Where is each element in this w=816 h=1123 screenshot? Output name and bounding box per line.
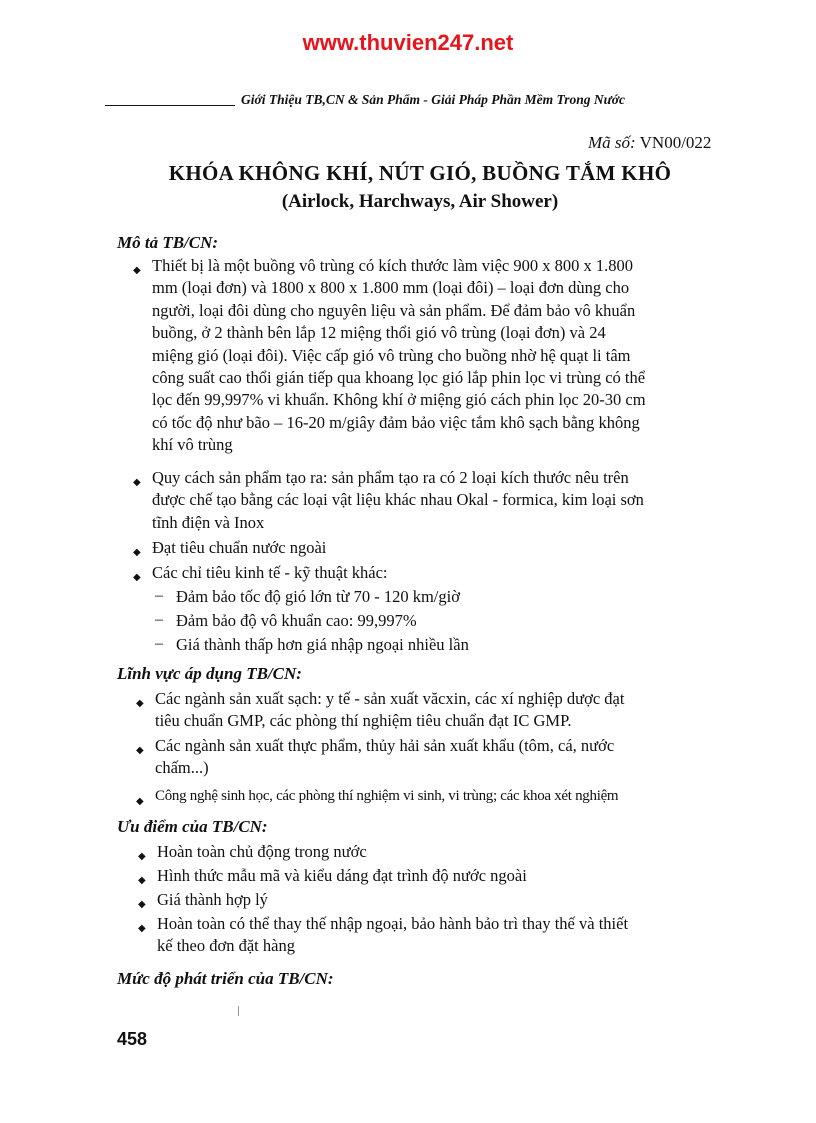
text-line: chấm...) <box>155 758 209 778</box>
section-heading-advantages: Ưu điểm của TB/CN: <box>117 817 268 836</box>
text-line: tiêu chuẩn GMP, các phòng thí nghiệm tiêu chuẩn đạt IC GMP. <box>155 711 572 731</box>
code-value: VN00/022 <box>639 133 712 152</box>
text-line: được chế tạo bằng các loại vật liệu khác nhau Okal - formica, kim loại sơn <box>152 490 644 510</box>
bullet-icon: ◆ <box>133 572 141 583</box>
page-title: KHÓA KHÔNG KHÍ, NÚT GIÓ, BUỒNG TẮM KHÔ <box>168 161 672 185</box>
bullet-icon: ◆ <box>138 875 146 886</box>
description-bullet-4 <box>152 562 752 584</box>
advantages-bullet-2 <box>157 865 740 887</box>
bullet-icon: ◆ <box>138 899 146 910</box>
text-line: Thiết bị là một buồng vô trùng có kích thước làm việc 900 x 800 x 1.800 <box>152 256 633 275</box>
application-bullet-3 <box>155 785 735 807</box>
text-line: có tốc độ như bão – 16-20 m/giây đảm bảo việc tắm khô sạch bằng không <box>152 412 640 432</box>
section-heading-description: Mô tả TB/CN: <box>117 233 219 252</box>
application-bullet-2 <box>155 735 740 780</box>
text-line: Đạt tiêu chuẩn nước ngoài <box>152 538 327 557</box>
dash-icon: – <box>155 587 163 604</box>
description-sub-3 <box>176 634 776 656</box>
text-line: buồng, ở 2 thành bên lắp 12 miệng thổi gió vô trùng (loại đơn) và 24 <box>152 323 606 343</box>
text-line: Giá thành hợp lý <box>157 890 268 909</box>
description-bullet-3 <box>152 537 752 559</box>
text-line: Các chỉ tiêu kinh tế - kỹ thuật khác: <box>152 563 388 582</box>
dash-icon: – <box>155 611 163 628</box>
bullet-icon: ◆ <box>136 745 144 756</box>
section-heading-application: Lĩnh vực áp dụng TB/CN: <box>117 664 302 683</box>
bullet-icon: ◆ <box>133 265 141 276</box>
text-line: kế theo đơn đặt hàng <box>157 936 295 956</box>
text-line: khí vô trùng <box>152 435 233 455</box>
text-line: Các ngành sản xuất thực phẩm, thủy hải sản xuất khẩu (tôm, cá, nước <box>155 736 615 755</box>
bullet-icon: ◆ <box>138 851 146 862</box>
dash-icon: – <box>155 635 163 652</box>
text-line: Giá thành thấp hơn giá nhập ngoại nhiều lần <box>176 635 469 654</box>
description-bullet-2 <box>152 467 752 534</box>
scan-mark <box>238 1006 239 1016</box>
header-rule <box>105 105 235 106</box>
text-line: công suất cao thổi gián tiếp qua khoang lọc gió lắp phin lọc vi trùng có thể <box>152 367 646 387</box>
page-subtitle: (Airlock, Harchways, Air Shower) <box>281 191 559 212</box>
text-line: Đảm bảo tốc độ gió lớn từ 70 - 120 km/giờ <box>176 587 460 606</box>
code-label: Mã số: <box>588 133 636 152</box>
bullet-icon: ◆ <box>136 698 144 709</box>
bullet-icon: ◆ <box>138 923 146 934</box>
text-line: Quy cách sản phẩm tạo ra: sản phẩm tạo ra có 2 loại kích thước nêu trên <box>152 468 629 487</box>
description-bullet-1 <box>152 255 752 457</box>
description-sub-2 <box>176 610 776 632</box>
document-code <box>588 133 816 153</box>
text-line: người, loại đôi dùng cho nguyên liệu và sản phẩm. Để đảm bảo vô khuẩn <box>152 300 636 320</box>
text-line: tĩnh điện và Inox <box>152 512 265 532</box>
text-line: Hoàn toàn chủ động trong nước <box>157 842 367 861</box>
bullet-icon: ◆ <box>133 547 141 558</box>
watermark-url: www.thuvien247.net <box>302 30 514 55</box>
running-header: Giới Thiệu TB,CN & Sản Phẩm - Giải Pháp Phần Mềm Trong Nước <box>241 92 625 107</box>
advantages-bullet-3 <box>157 889 740 911</box>
page-number: 458 <box>117 1029 148 1049</box>
application-bullet-1 <box>155 688 740 733</box>
bullet-icon: ◆ <box>136 796 144 807</box>
text-line: Hoàn toàn có thể thay thế nhập ngoại, bảo hành bảo trì thay thế và thiết <box>157 914 629 933</box>
text-line: Hình thức mẫu mã và kiểu dáng đạt trình độ nước ngoài <box>157 866 527 885</box>
text-line: Công nghệ sinh học, các phòng thí nghiệm vi sinh, vi trùng; các khoa xét nghiệm <box>155 788 619 804</box>
advantages-bullet-4 <box>157 913 740 958</box>
text-line: Các ngành sản xuất sạch: y tế - sản xuất văcxin, các xí nghiệp dược đạt <box>155 689 625 708</box>
text-line: Đảm bảo độ vô khuẩn cao: 99,997% <box>176 611 417 630</box>
advantages-bullet-1 <box>157 841 740 863</box>
text-line: miệng gió (loại đôi). Việc cấp gió vô trùng cho buồng nhờ hệ quạt li tâm <box>152 345 631 365</box>
description-sub-1 <box>176 586 776 608</box>
section-heading-development: Mức độ phát triển của TB/CN: <box>117 969 334 988</box>
text-line: mm (loại đơn) và 1800 x 800 x 1.800 mm (loại đôi) – loại đơn dùng cho <box>152 278 630 298</box>
bullet-icon: ◆ <box>133 477 141 488</box>
text-line: lọc đến 99,997% vi khuẩn. Không khí ở miệng gió cách phin lọc 20-30 cm <box>152 390 646 410</box>
